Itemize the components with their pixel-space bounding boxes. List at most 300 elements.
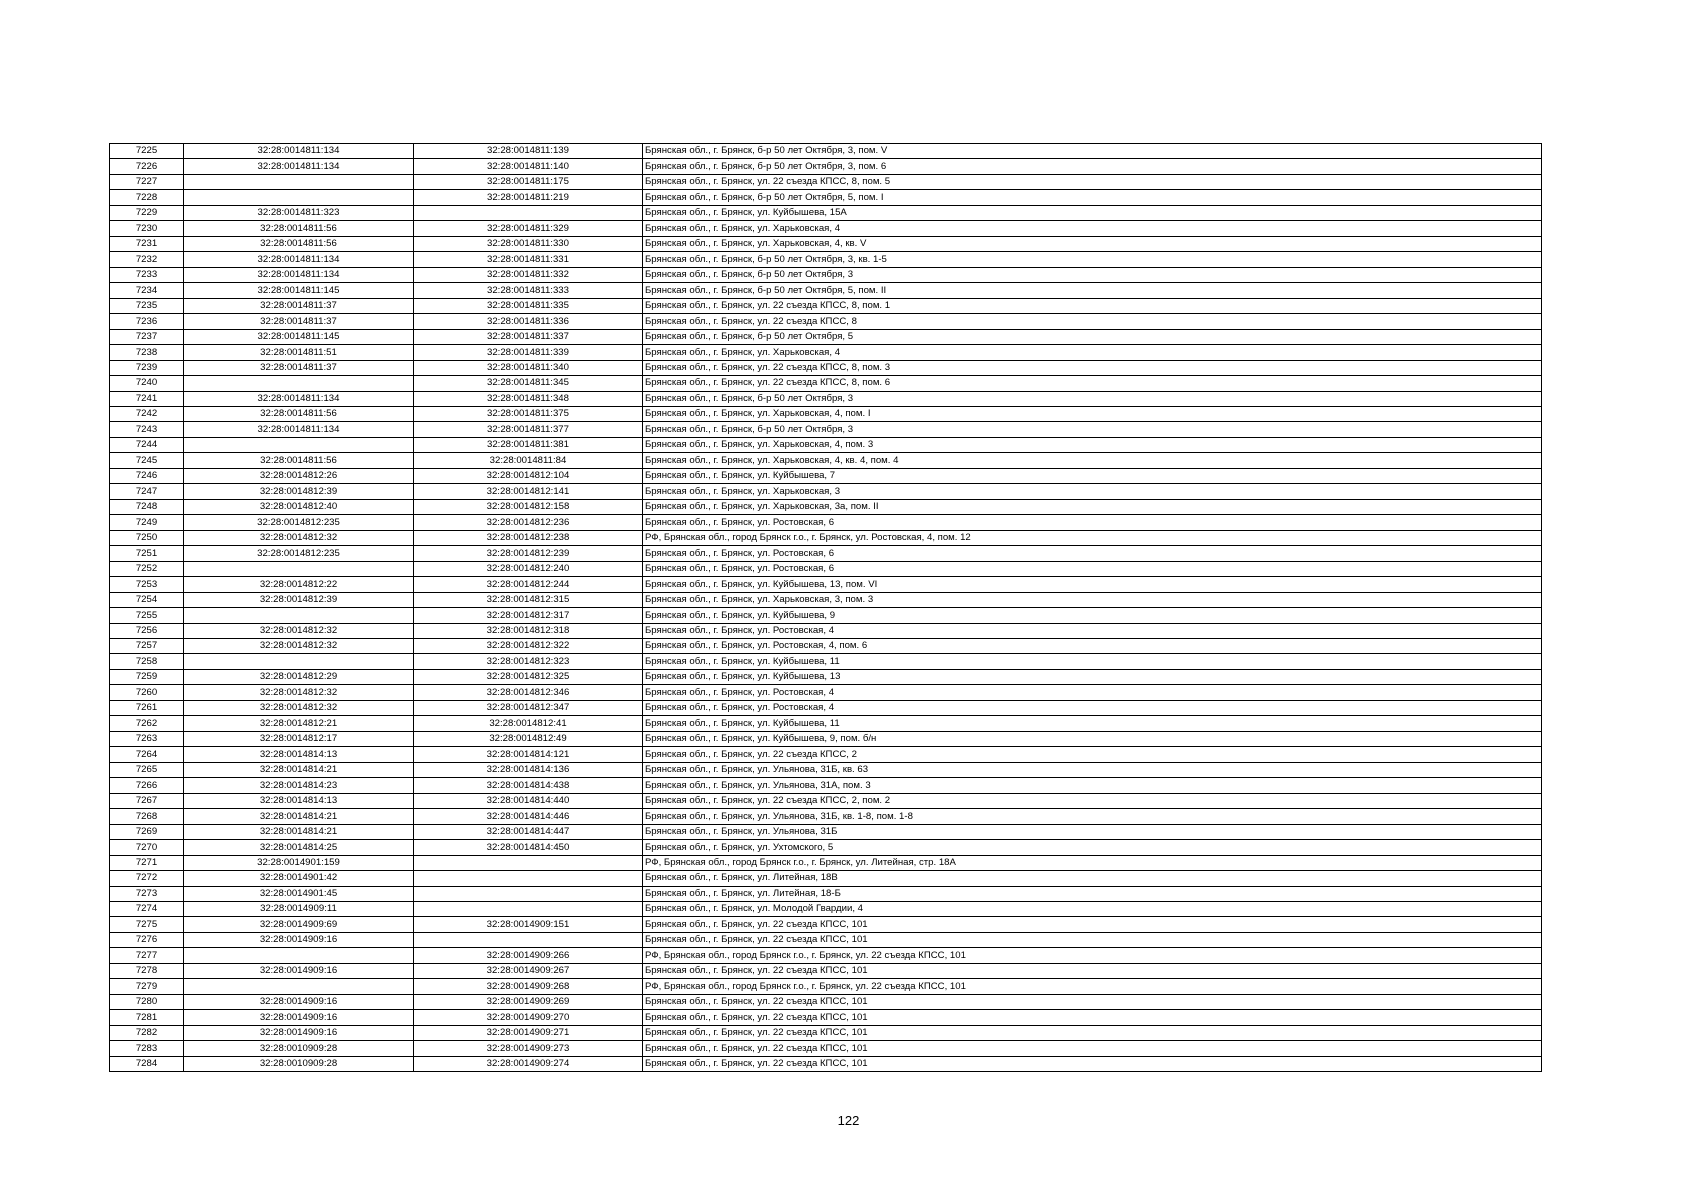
parent-cadastral-number-cell: 32:28:0014909:11 bbox=[184, 901, 414, 916]
table-row bbox=[110, 700, 1542, 715]
object-cadastral-number-cell: 32:28:0014909:266 bbox=[414, 948, 643, 963]
object-cadastral-number-cell: 32:28:0014812:49 bbox=[414, 731, 643, 746]
object-cadastral-number-cell: 32:28:0014812:158 bbox=[414, 499, 643, 514]
table-row bbox=[110, 406, 1542, 421]
address-cell: Брянская обл., г. Брянск, ул. 22 съезда КПСС, 101 bbox=[643, 932, 1542, 947]
table-row bbox=[110, 917, 1542, 932]
parent-cadastral-number-cell: 32:28:0014811:56 bbox=[184, 406, 414, 421]
row-number-cell: 7251 bbox=[110, 546, 184, 561]
address-cell: Брянская обл., г. Брянск, ул. Харьковская, 4 bbox=[643, 345, 1542, 360]
parent-cadastral-number-cell: 32:28:0014811:37 bbox=[184, 360, 414, 375]
parent-cadastral-number-cell: 32:28:0014812:235 bbox=[184, 515, 414, 530]
parent-cadastral-number-cell bbox=[184, 174, 414, 189]
parent-cadastral-number-cell: 32:28:0014811:145 bbox=[184, 283, 414, 298]
parent-cadastral-number-cell: 32:28:0014909:16 bbox=[184, 994, 414, 1009]
parent-cadastral-number-cell: 32:28:0014909:16 bbox=[184, 932, 414, 947]
object-cadastral-number-cell bbox=[414, 855, 643, 870]
parent-cadastral-number-cell: 32:28:0010909:28 bbox=[184, 1041, 414, 1056]
parent-cadastral-number-cell: 32:28:0014812:39 bbox=[184, 592, 414, 607]
parent-cadastral-number-cell: 32:28:0014814:21 bbox=[184, 809, 414, 824]
table-row bbox=[110, 159, 1542, 174]
row-number-cell: 7249 bbox=[110, 515, 184, 530]
parent-cadastral-number-cell: 32:28:0014909:16 bbox=[184, 963, 414, 978]
table-row bbox=[110, 608, 1542, 623]
table-row bbox=[110, 747, 1542, 762]
table-row bbox=[110, 1025, 1542, 1040]
parent-cadastral-number-cell: 32:28:0014811:134 bbox=[184, 159, 414, 174]
table-row bbox=[110, 484, 1542, 499]
row-number-cell: 7231 bbox=[110, 236, 184, 251]
table-row bbox=[110, 840, 1542, 855]
address-cell: Брянская обл., г. Брянск, ул. 22 съезда КПСС, 2 bbox=[643, 747, 1542, 762]
table-row bbox=[110, 329, 1542, 344]
table-row bbox=[110, 824, 1542, 839]
parent-cadastral-number-cell: 32:28:0014811:134 bbox=[184, 267, 414, 282]
table-row bbox=[110, 468, 1542, 483]
address-cell: Брянская обл., г. Брянск, ул. Ухтомского, 5 bbox=[643, 840, 1542, 855]
object-cadastral-number-cell: 32:28:0014909:270 bbox=[414, 1010, 643, 1025]
object-cadastral-number-cell: 32:28:0014811:333 bbox=[414, 283, 643, 298]
address-cell: Брянская обл., г. Брянск, ул. 22 съезда КПСС, 101 bbox=[643, 917, 1542, 932]
parent-cadastral-number-cell: 32:28:0014811:37 bbox=[184, 298, 414, 313]
address-cell: Брянская обл., г. Брянск, ул. Куйбышева, 7 bbox=[643, 468, 1542, 483]
row-number-cell: 7257 bbox=[110, 639, 184, 654]
parent-cadastral-number-cell: 32:28:0014811:134 bbox=[184, 391, 414, 406]
object-cadastral-number-cell: 32:28:0014812:41 bbox=[414, 716, 643, 731]
parent-cadastral-number-cell bbox=[184, 948, 414, 963]
object-cadastral-number-cell: 32:28:0014814:438 bbox=[414, 778, 643, 793]
object-cadastral-number-cell: 32:28:0014812:323 bbox=[414, 654, 643, 669]
object-cadastral-number-cell bbox=[414, 932, 643, 947]
address-cell: Брянская обл., г. Брянск, ул. Харьковская, 4, кв. 4, пом. 4 bbox=[643, 453, 1542, 468]
table-row bbox=[110, 994, 1542, 1009]
object-cadastral-number-cell: 32:28:0014814:440 bbox=[414, 793, 643, 808]
parent-cadastral-number-cell: 32:28:0014812:21 bbox=[184, 716, 414, 731]
address-cell: Брянская обл., г. Брянск, б-р 50 лет Октября, 3 bbox=[643, 422, 1542, 437]
table-row bbox=[110, 654, 1542, 669]
object-cadastral-number-cell: 32:28:0014811:331 bbox=[414, 252, 643, 267]
row-number-cell: 7244 bbox=[110, 437, 184, 452]
address-cell: Брянская обл., г. Брянск, ул. 22 съезда КПСС, 101 bbox=[643, 1025, 1542, 1040]
table-row bbox=[110, 561, 1542, 576]
row-number-cell: 7264 bbox=[110, 747, 184, 762]
parent-cadastral-number-cell: 32:28:0014811:323 bbox=[184, 205, 414, 220]
object-cadastral-number-cell: 32:28:0014814:446 bbox=[414, 809, 643, 824]
row-number-cell: 7239 bbox=[110, 360, 184, 375]
object-cadastral-number-cell: 32:28:0014811:332 bbox=[414, 267, 643, 282]
table-row bbox=[110, 669, 1542, 684]
address-cell: Брянская обл., г. Брянск, ул. Харьковская, 3, пом. 3 bbox=[643, 592, 1542, 607]
object-cadastral-number-cell: 32:28:0014811:381 bbox=[414, 437, 643, 452]
table-row bbox=[110, 778, 1542, 793]
object-cadastral-number-cell: 32:28:0014811:335 bbox=[414, 298, 643, 313]
row-number-cell: 7265 bbox=[110, 762, 184, 777]
table-row bbox=[110, 592, 1542, 607]
parent-cadastral-number-cell: 32:28:0014812:235 bbox=[184, 546, 414, 561]
address-cell: Брянская обл., г. Брянск, ул. Ростовская, 6 bbox=[643, 561, 1542, 576]
address-cell: Брянская обл., г. Брянск, ул. Куйбышева, 9, пом. б/н bbox=[643, 731, 1542, 746]
parent-cadastral-number-cell: 32:28:0014901:42 bbox=[184, 871, 414, 886]
object-cadastral-number-cell: 32:28:0014811:329 bbox=[414, 221, 643, 236]
table-row bbox=[110, 376, 1542, 391]
parent-cadastral-number-cell: 32:28:0014811:56 bbox=[184, 236, 414, 251]
object-cadastral-number-cell: 32:28:0014811:139 bbox=[414, 144, 643, 159]
object-cadastral-number-cell: 32:28:0014909:267 bbox=[414, 963, 643, 978]
object-cadastral-number-cell: 32:28:0014811:175 bbox=[414, 174, 643, 189]
table-row bbox=[110, 267, 1542, 282]
row-number-cell: 7229 bbox=[110, 205, 184, 220]
row-number-cell: 7280 bbox=[110, 994, 184, 1009]
address-cell: Брянская обл., г. Брянск, ул. Харьковская, 3а, пом. II bbox=[643, 499, 1542, 514]
address-cell: Брянская обл., г. Брянск, ул. Ростовская, 6 bbox=[643, 546, 1542, 561]
address-cell: Брянская обл., г. Брянск, ул. 22 съезда КПСС, 8 bbox=[643, 314, 1542, 329]
table-row bbox=[110, 901, 1542, 916]
row-number-cell: 7240 bbox=[110, 376, 184, 391]
table-row bbox=[110, 205, 1542, 220]
object-cadastral-number-cell: 32:28:0014812:239 bbox=[414, 546, 643, 561]
address-cell: Брянская обл., г. Брянск, ул. Ростовская, 6 bbox=[643, 515, 1542, 530]
object-cadastral-number-cell: 32:28:0014811:340 bbox=[414, 360, 643, 375]
table-row bbox=[110, 577, 1542, 592]
object-cadastral-number-cell: 32:28:0014811:330 bbox=[414, 236, 643, 251]
table-row bbox=[110, 515, 1542, 530]
row-number-cell: 7253 bbox=[110, 577, 184, 592]
address-cell: Брянская обл., г. Брянск, б-р 50 лет Октября, 3 bbox=[643, 391, 1542, 406]
address-cell: Брянская обл., г. Брянск, ул. 22 съезда КПСС, 8, пом. 1 bbox=[643, 298, 1542, 313]
table-row bbox=[110, 298, 1542, 313]
object-cadastral-number-cell: 32:28:0014814:121 bbox=[414, 747, 643, 762]
address-cell: Брянская обл., г. Брянск, б-р 50 лет Октября, 3, пом. V bbox=[643, 144, 1542, 159]
row-number-cell: 7282 bbox=[110, 1025, 184, 1040]
row-number-cell: 7255 bbox=[110, 608, 184, 623]
row-number-cell: 7258 bbox=[110, 654, 184, 669]
parent-cadastral-number-cell: 32:28:0014811:145 bbox=[184, 329, 414, 344]
object-cadastral-number-cell: 32:28:0014812:346 bbox=[414, 685, 643, 700]
object-cadastral-number-cell: 32:28:0014909:151 bbox=[414, 917, 643, 932]
row-number-cell: 7228 bbox=[110, 190, 184, 205]
parent-cadastral-number-cell: 32:28:0014812:29 bbox=[184, 669, 414, 684]
object-cadastral-number-cell: 32:28:0014812:240 bbox=[414, 561, 643, 576]
row-number-cell: 7275 bbox=[110, 917, 184, 932]
object-cadastral-number-cell: 32:28:0014812:238 bbox=[414, 530, 643, 545]
address-cell: Брянская обл., г. Брянск, б-р 50 лет Октября, 3 bbox=[643, 267, 1542, 282]
object-cadastral-number-cell: 32:28:0014909:274 bbox=[414, 1056, 643, 1071]
parent-cadastral-number-cell: 32:28:0014812:32 bbox=[184, 530, 414, 545]
parent-cadastral-number-cell: 32:28:0014812:32 bbox=[184, 623, 414, 638]
parent-cadastral-number-cell bbox=[184, 437, 414, 452]
row-number-cell: 7274 bbox=[110, 901, 184, 916]
row-number-cell: 7284 bbox=[110, 1056, 184, 1071]
address-cell: РФ, Брянская обл., город Брянск г.о., г. Брянск, ул. 22 съезда КПСС, 101 bbox=[643, 948, 1542, 963]
address-cell: Брянская обл., г. Брянск, ул. Ульянова, 31Б bbox=[643, 824, 1542, 839]
address-cell: Брянская обл., г. Брянск, ул. Куйбышева, 11 bbox=[643, 716, 1542, 731]
parent-cadastral-number-cell bbox=[184, 979, 414, 994]
object-cadastral-number-cell bbox=[414, 901, 643, 916]
row-number-cell: 7236 bbox=[110, 314, 184, 329]
table-row bbox=[110, 453, 1542, 468]
object-cadastral-number-cell: 32:28:0014812:141 bbox=[414, 484, 643, 499]
table-row bbox=[110, 190, 1542, 205]
table-row bbox=[110, 948, 1542, 963]
address-cell: Брянская обл., г. Брянск, ул. 22 съезда КПСС, 8, пом. 3 bbox=[643, 360, 1542, 375]
row-number-cell: 7283 bbox=[110, 1041, 184, 1056]
parent-cadastral-number-cell: 32:28:0014811:134 bbox=[184, 422, 414, 437]
table-row bbox=[110, 144, 1542, 159]
address-cell: РФ, Брянская обл., город Брянск г.о., г. Брянск, ул. Литейная, стр. 18А bbox=[643, 855, 1542, 870]
row-number-cell: 7246 bbox=[110, 468, 184, 483]
table-row bbox=[110, 360, 1542, 375]
address-cell: Брянская обл., г. Брянск, ул. Ростовская, 4, пом. 6 bbox=[643, 639, 1542, 654]
address-cell: Брянская обл., г. Брянск, ул. Харьковская, 4 bbox=[643, 221, 1542, 236]
parent-cadastral-number-cell: 32:28:0014812:39 bbox=[184, 484, 414, 499]
address-cell: Брянская обл., г. Брянск, ул. 22 съезда КПСС, 8, пом. 5 bbox=[643, 174, 1542, 189]
row-number-cell: 7243 bbox=[110, 422, 184, 437]
row-number-cell: 7250 bbox=[110, 530, 184, 545]
object-cadastral-number-cell: 32:28:0014811:339 bbox=[414, 345, 643, 360]
table-row bbox=[110, 871, 1542, 886]
parent-cadastral-number-cell bbox=[184, 376, 414, 391]
object-cadastral-number-cell: 32:28:0014811:348 bbox=[414, 391, 643, 406]
row-number-cell: 7230 bbox=[110, 221, 184, 236]
address-cell: Брянская обл., г. Брянск, б-р 50 лет Октября, 5, пом. II bbox=[643, 283, 1542, 298]
object-cadastral-number-cell: 32:28:0014811:377 bbox=[414, 422, 643, 437]
address-cell: Брянская обл., г. Брянск, ул. Харьковская, 4, пом. 3 bbox=[643, 437, 1542, 452]
object-cadastral-number-cell: 32:28:0014812:244 bbox=[414, 577, 643, 592]
row-number-cell: 7247 bbox=[110, 484, 184, 499]
row-number-cell: 7238 bbox=[110, 345, 184, 360]
parent-cadastral-number-cell bbox=[184, 608, 414, 623]
parent-cadastral-number-cell: 32:28:0010909:28 bbox=[184, 1056, 414, 1071]
row-number-cell: 7277 bbox=[110, 948, 184, 963]
address-cell: Брянская обл., г. Брянск, ул. Молодой Гвардии, 4 bbox=[643, 901, 1542, 916]
table-row bbox=[110, 437, 1542, 452]
object-cadastral-number-cell: 32:28:0014909:271 bbox=[414, 1025, 643, 1040]
parent-cadastral-number-cell bbox=[184, 561, 414, 576]
table-row bbox=[110, 546, 1542, 561]
parent-cadastral-number-cell: 32:28:0014814:21 bbox=[184, 824, 414, 839]
address-cell: Брянская обл., г. Брянск, б-р 50 лет Октября, 5, пом. I bbox=[643, 190, 1542, 205]
address-cell: РФ, Брянская обл., город Брянск г.о., г. Брянск, ул. Ростовская, 4, пом. 12 bbox=[643, 530, 1542, 545]
address-cell: Брянская обл., г. Брянск, ул. Харьковская, 3 bbox=[643, 484, 1542, 499]
row-number-cell: 7237 bbox=[110, 329, 184, 344]
address-cell: Брянская обл., г. Брянск, ул. Куйбышева, 15А bbox=[643, 205, 1542, 220]
address-cell: Брянская обл., г. Брянск, ул. Ульянова, 31Б, кв. 1-8, пом. 1-8 bbox=[643, 809, 1542, 824]
address-cell: Брянская обл., г. Брянск, ул. Ульянова, 31Б, кв. 63 bbox=[643, 762, 1542, 777]
table-row bbox=[110, 314, 1542, 329]
row-number-cell: 7266 bbox=[110, 778, 184, 793]
table-row bbox=[110, 174, 1542, 189]
object-cadastral-number-cell: 32:28:0014812:236 bbox=[414, 515, 643, 530]
table-row bbox=[110, 886, 1542, 901]
object-cadastral-number-cell: 32:28:0014812:315 bbox=[414, 592, 643, 607]
object-cadastral-number-cell: 32:28:0014811:337 bbox=[414, 329, 643, 344]
row-number-cell: 7254 bbox=[110, 592, 184, 607]
address-cell: Брянская обл., г. Брянск, ул. Ростовская, 4 bbox=[643, 623, 1542, 638]
row-number-cell: 7261 bbox=[110, 700, 184, 715]
object-cadastral-number-cell: 32:28:0014812:317 bbox=[414, 608, 643, 623]
object-cadastral-number-cell bbox=[414, 871, 643, 886]
row-number-cell: 7262 bbox=[110, 716, 184, 731]
row-number-cell: 7263 bbox=[110, 731, 184, 746]
table-row bbox=[110, 1010, 1542, 1025]
object-cadastral-number-cell: 32:28:0014814:447 bbox=[414, 824, 643, 839]
parent-cadastral-number-cell: 32:28:0014812:32 bbox=[184, 685, 414, 700]
table-row bbox=[110, 639, 1542, 654]
parent-cadastral-number-cell: 32:28:0014811:37 bbox=[184, 314, 414, 329]
address-cell: Брянская обл., г. Брянск, ул. 22 съезда КПСС, 101 bbox=[643, 994, 1542, 1009]
object-cadastral-number-cell: 32:28:0014909:273 bbox=[414, 1041, 643, 1056]
object-cadastral-number-cell: 32:28:0014811:140 bbox=[414, 159, 643, 174]
address-cell: Брянская обл., г. Брянск, ул. Харьковская, 4, кв. V bbox=[643, 236, 1542, 251]
parent-cadastral-number-cell bbox=[184, 190, 414, 205]
address-cell: Брянская обл., г. Брянск, ул. 22 съезда КПСС, 101 bbox=[643, 1056, 1542, 1071]
row-number-cell: 7269 bbox=[110, 824, 184, 839]
row-number-cell: 7241 bbox=[110, 391, 184, 406]
object-cadastral-number-cell: 32:28:0014811:219 bbox=[414, 190, 643, 205]
row-number-cell: 7272 bbox=[110, 871, 184, 886]
row-number-cell: 7281 bbox=[110, 1010, 184, 1025]
parent-cadastral-number-cell: 32:28:0014909:16 bbox=[184, 1025, 414, 1040]
object-cadastral-number-cell: 32:28:0014811:375 bbox=[414, 406, 643, 421]
address-cell: Брянская обл., г. Брянск, ул. 22 съезда КПСС, 101 bbox=[643, 963, 1542, 978]
address-cell: Брянская обл., г. Брянск, б-р 50 лет Октября, 5 bbox=[643, 329, 1542, 344]
parent-cadastral-number-cell: 32:28:0014811:134 bbox=[184, 144, 414, 159]
row-number-cell: 7259 bbox=[110, 669, 184, 684]
table-row bbox=[110, 1041, 1542, 1056]
parent-cadastral-number-cell: 32:28:0014811:134 bbox=[184, 252, 414, 267]
parent-cadastral-number-cell: 32:28:0014811:56 bbox=[184, 453, 414, 468]
parent-cadastral-number-cell: 32:28:0014812:40 bbox=[184, 499, 414, 514]
object-cadastral-number-cell: 32:28:0014909:268 bbox=[414, 979, 643, 994]
object-cadastral-number-cell: 32:28:0014812:318 bbox=[414, 623, 643, 638]
row-number-cell: 7252 bbox=[110, 561, 184, 576]
parent-cadastral-number-cell: 32:28:0014812:32 bbox=[184, 639, 414, 654]
object-cadastral-number-cell: 32:28:0014814:136 bbox=[414, 762, 643, 777]
parent-cadastral-number-cell: 32:28:0014812:17 bbox=[184, 731, 414, 746]
table-row bbox=[110, 963, 1542, 978]
row-number-cell: 7271 bbox=[110, 855, 184, 870]
object-cadastral-number-cell: 32:28:0014811:336 bbox=[414, 314, 643, 329]
address-cell: Брянская обл., г. Брянск, ул. Литейная, 18-Б bbox=[643, 886, 1542, 901]
parent-cadastral-number-cell: 32:28:0014909:16 bbox=[184, 1010, 414, 1025]
row-number-cell: 7267 bbox=[110, 793, 184, 808]
row-number-cell: 7245 bbox=[110, 453, 184, 468]
object-cadastral-number-cell: 32:28:0014814:450 bbox=[414, 840, 643, 855]
address-cell: Брянская обл., г. Брянск, ул. 22 съезда КПСС, 101 bbox=[643, 1010, 1542, 1025]
page-number: 122 bbox=[837, 1113, 860, 1128]
object-cadastral-number-cell: 32:28:0014811:345 bbox=[414, 376, 643, 391]
address-cell: Брянская обл., г. Брянск, ул. Куйбышева, 13, пом. VI bbox=[643, 577, 1542, 592]
row-number-cell: 7256 bbox=[110, 623, 184, 638]
address-cell: Брянская обл., г. Брянск, ул. Куйбышева, 9 bbox=[643, 608, 1542, 623]
row-number-cell: 7268 bbox=[110, 809, 184, 824]
object-cadastral-number-cell: 32:28:0014812:325 bbox=[414, 669, 643, 684]
parent-cadastral-number-cell: 32:28:0014811:56 bbox=[184, 221, 414, 236]
table-row bbox=[110, 499, 1542, 514]
object-cadastral-number-cell: 32:28:0014812:104 bbox=[414, 468, 643, 483]
row-number-cell: 7273 bbox=[110, 886, 184, 901]
address-cell: Брянская обл., г. Брянск, ул. Ульянова, 31А, пом. 3 bbox=[643, 778, 1542, 793]
table-row bbox=[110, 422, 1542, 437]
row-number-cell: 7278 bbox=[110, 963, 184, 978]
parent-cadastral-number-cell: 32:28:0014814:23 bbox=[184, 778, 414, 793]
parent-cadastral-number-cell: 32:28:0014814:13 bbox=[184, 793, 414, 808]
address-cell: РФ, Брянская обл., город Брянск г.о., г. Брянск, ул. 22 съезда КПСС, 101 bbox=[643, 979, 1542, 994]
parent-cadastral-number-cell: 32:28:0014901:45 bbox=[184, 886, 414, 901]
registry-table-body bbox=[110, 144, 1542, 1072]
address-cell: Брянская обл., г. Брянск, б-р 50 лет Октября, 3, пом. 6 bbox=[643, 159, 1542, 174]
object-cadastral-number-cell bbox=[414, 205, 643, 220]
row-number-cell: 7260 bbox=[110, 685, 184, 700]
table-row bbox=[110, 762, 1542, 777]
address-cell: Брянская обл., г. Брянск, ул. Куйбышева, 11 bbox=[643, 654, 1542, 669]
table-row bbox=[110, 530, 1542, 545]
address-cell: Брянская обл., г. Брянск, ул. Литейная, 18В bbox=[643, 871, 1542, 886]
row-number-cell: 7227 bbox=[110, 174, 184, 189]
table-row bbox=[110, 252, 1542, 267]
row-number-cell: 7226 bbox=[110, 159, 184, 174]
parent-cadastral-number-cell: 32:28:0014812:26 bbox=[184, 468, 414, 483]
row-number-cell: 7279 bbox=[110, 979, 184, 994]
registry-table bbox=[109, 143, 1542, 1072]
row-number-cell: 7233 bbox=[110, 267, 184, 282]
address-cell: Брянская обл., г. Брянск, ул. Куйбышева, 13 bbox=[643, 669, 1542, 684]
object-cadastral-number-cell bbox=[414, 886, 643, 901]
object-cadastral-number-cell: 32:28:0014812:347 bbox=[414, 700, 643, 715]
table-row bbox=[110, 685, 1542, 700]
table-row bbox=[110, 283, 1542, 298]
object-cadastral-number-cell: 32:28:0014812:322 bbox=[414, 639, 643, 654]
table-row bbox=[110, 979, 1542, 994]
parent-cadastral-number-cell: 32:28:0014814:25 bbox=[184, 840, 414, 855]
row-number-cell: 7232 bbox=[110, 252, 184, 267]
table-row bbox=[110, 1056, 1542, 1071]
row-number-cell: 7225 bbox=[110, 144, 184, 159]
address-cell: Брянская обл., г. Брянск, б-р 50 лет Октября, 3, кв. 1-5 bbox=[643, 252, 1542, 267]
row-number-cell: 7270 bbox=[110, 840, 184, 855]
table-row bbox=[110, 716, 1542, 731]
row-number-cell: 7276 bbox=[110, 932, 184, 947]
table-row bbox=[110, 623, 1542, 638]
row-number-cell: 7234 bbox=[110, 283, 184, 298]
table-row bbox=[110, 391, 1542, 406]
address-cell: Брянская обл., г. Брянск, ул. Ростовская, 4 bbox=[643, 685, 1542, 700]
address-cell: Брянская обл., г. Брянск, ул. 22 съезда КПСС, 8, пом. 6 bbox=[643, 376, 1542, 391]
row-number-cell: 7235 bbox=[110, 298, 184, 313]
object-cadastral-number-cell: 32:28:0014811:84 bbox=[414, 453, 643, 468]
parent-cadastral-number-cell: 32:28:0014814:13 bbox=[184, 747, 414, 762]
parent-cadastral-number-cell: 32:28:0014812:22 bbox=[184, 577, 414, 592]
row-number-cell: 7248 bbox=[110, 499, 184, 514]
row-number-cell: 7242 bbox=[110, 406, 184, 421]
parent-cadastral-number-cell bbox=[184, 654, 414, 669]
parent-cadastral-number-cell: 32:28:0014812:32 bbox=[184, 700, 414, 715]
object-cadastral-number-cell: 32:28:0014909:269 bbox=[414, 994, 643, 1009]
parent-cadastral-number-cell: 32:28:0014814:21 bbox=[184, 762, 414, 777]
address-cell: Брянская обл., г. Брянск, ул. 22 съезда КПСС, 101 bbox=[643, 1041, 1542, 1056]
table-row bbox=[110, 932, 1542, 947]
table-row bbox=[110, 855, 1542, 870]
parent-cadastral-number-cell: 32:28:0014909:69 bbox=[184, 917, 414, 932]
address-cell: Брянская обл., г. Брянск, ул. Ростовская, 4 bbox=[643, 700, 1542, 715]
table-row bbox=[110, 731, 1542, 746]
table-row bbox=[110, 236, 1542, 251]
parent-cadastral-number-cell: 32:28:0014811:51 bbox=[184, 345, 414, 360]
address-cell: Брянская обл., г. Брянск, ул. 22 съезда КПСС, 2, пом. 2 bbox=[643, 793, 1542, 808]
address-cell: Брянская обл., г. Брянск, ул. Харьковская, 4, пом. I bbox=[643, 406, 1542, 421]
table-row bbox=[110, 793, 1542, 808]
table-row bbox=[110, 809, 1542, 824]
